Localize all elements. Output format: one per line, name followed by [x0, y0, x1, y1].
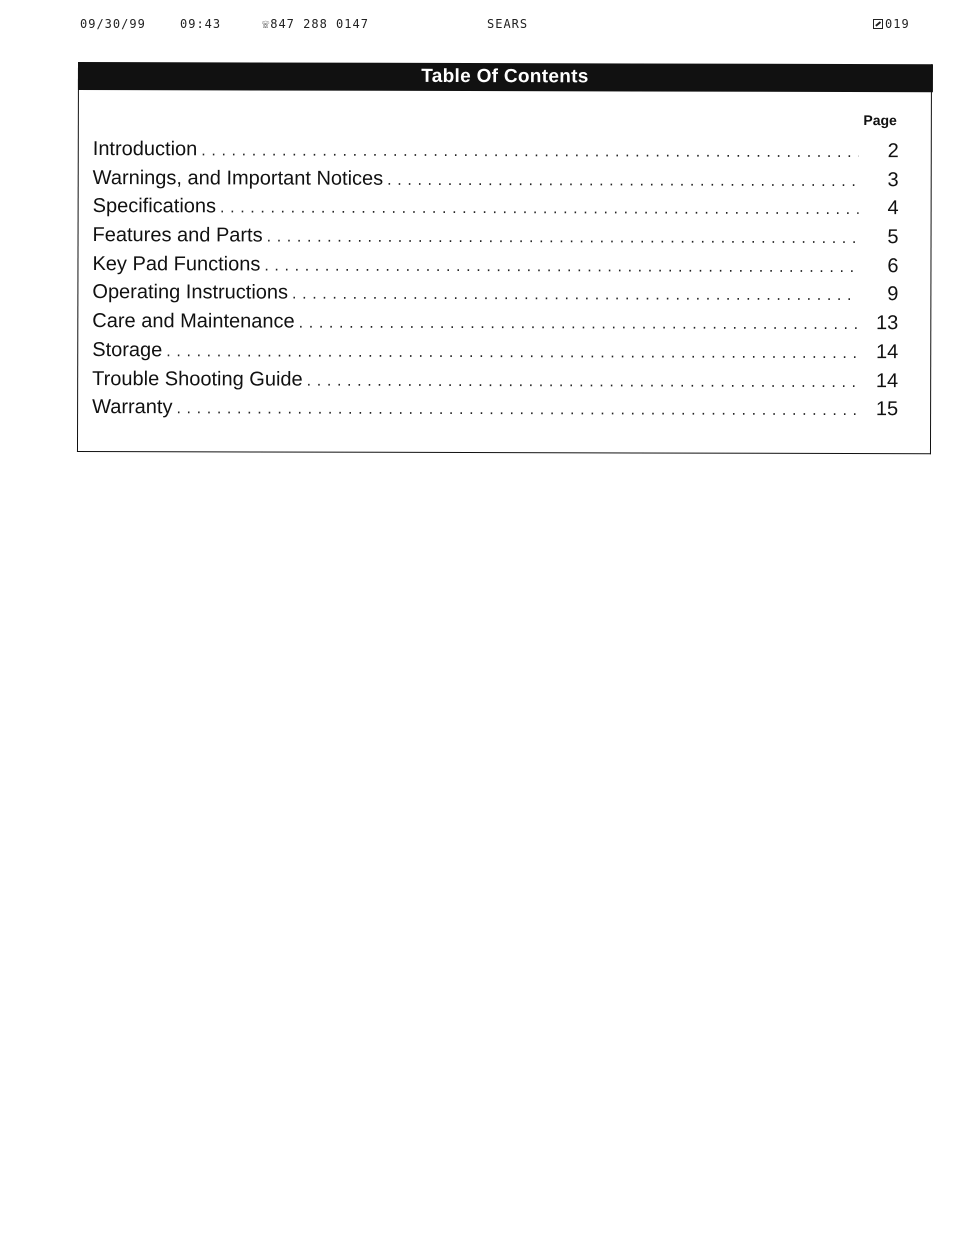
dot-leader: [201, 142, 859, 162]
table-of-contents: [77, 62, 932, 454]
fax-phone-number: ☏847 288 0147: [262, 17, 369, 31]
dot-leader: [176, 400, 858, 420]
dot-leader: [220, 200, 859, 220]
toc-entry-specifications: [93, 195, 899, 226]
toc-entry-introduction: [93, 138, 899, 169]
toc-entry-trouble-shooting-guide: [92, 368, 898, 399]
toc-entry-label: Trouble Shooting Guide: [92, 367, 303, 391]
toc-entry-page: 14: [875, 369, 899, 392]
fax-page-number: 019: [885, 17, 910, 31]
toc-entry-operating-instructions: [92, 281, 898, 312]
dot-leader: [307, 372, 859, 391]
toc-entry-label: Introduction: [92, 138, 198, 161]
toc-entry-page: 6: [887, 254, 899, 277]
dot-leader: [387, 171, 859, 190]
dot-leader: [299, 315, 859, 334]
toc-entry-page: 4: [887, 197, 899, 220]
dot-leader: [166, 343, 858, 363]
toc-entry-page: 14: [875, 340, 899, 363]
fax-header: [0, 17, 954, 35]
toc-entry-warranty: [92, 396, 898, 427]
toc-entry-label: Features and Parts: [92, 224, 263, 247]
toc-entry-warnings: [93, 167, 899, 198]
fax-time: 09:43: [180, 17, 222, 31]
dot-leader: [264, 257, 858, 277]
toc-entry-key-pad-functions: [92, 253, 898, 284]
toc-entry-list: [92, 138, 899, 427]
toc-entry-page: 3: [887, 168, 899, 191]
dot-leader: [267, 229, 859, 249]
toc-entry-page: 9: [887, 283, 899, 306]
page-column-header: Page: [863, 112, 897, 129]
fax-company-name: SEARS: [487, 17, 529, 31]
toc-entry-label: Warnings, and Important Notices: [92, 166, 384, 190]
toc-entry-storage: [92, 339, 898, 370]
toc-title: Table Of Contents: [77, 62, 932, 92]
fax-page-icon: [873, 19, 883, 29]
fax-date: 09/30/99: [80, 17, 146, 31]
toc-entry-features-and-parts: [93, 224, 899, 255]
toc-entry-label: Warranty: [92, 396, 173, 419]
fax-page-indicator: [873, 17, 910, 31]
toc-entry-page: 15: [875, 398, 899, 421]
dot-leader: [292, 286, 858, 305]
toc-entry-page: 5: [887, 226, 899, 249]
toc-entry-care-and-maintenance: [92, 310, 898, 341]
toc-entry-page: 13: [876, 312, 899, 335]
toc-entry-label: Key Pad Functions: [92, 252, 261, 276]
toc-entry-page: 2: [887, 140, 899, 163]
toc-entry-label: Care and Maintenance: [92, 310, 295, 333]
toc-entry-label: Specifications: [92, 195, 217, 218]
toc-entry-label: Storage: [92, 338, 163, 362]
toc-entry-label: Operating Instructions: [92, 281, 289, 304]
